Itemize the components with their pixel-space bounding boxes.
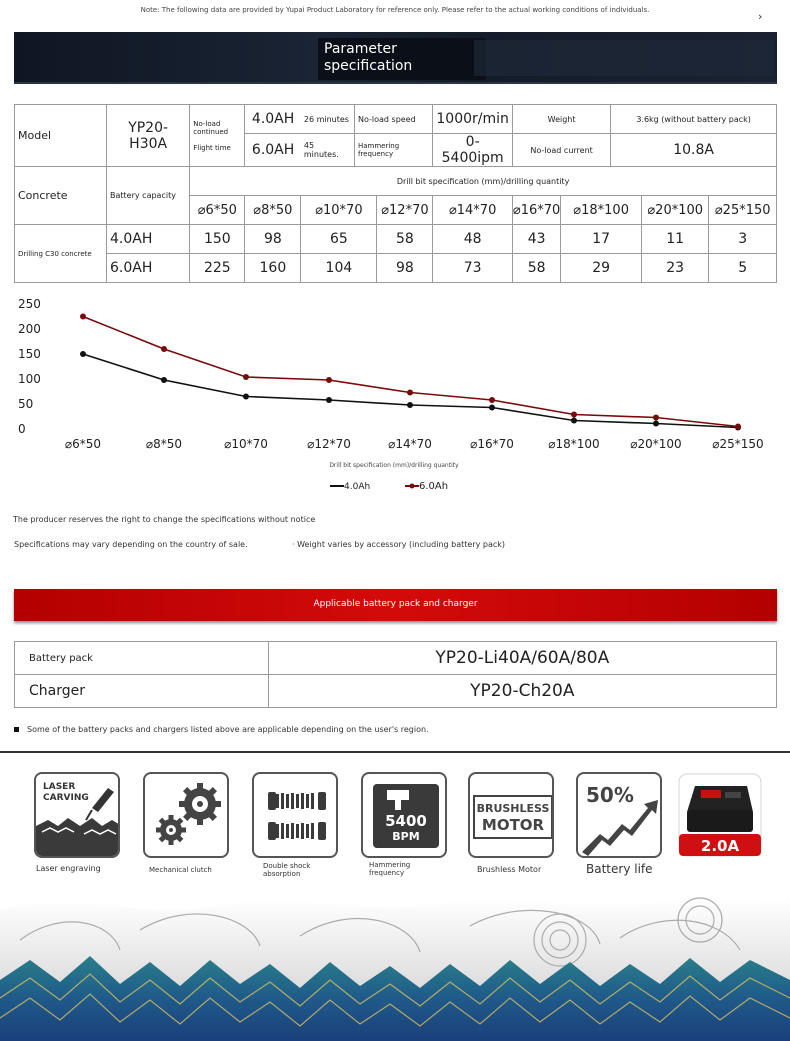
weight-value: 3.6kg (without battery pack) — [611, 105, 777, 134]
accessory-banner — [14, 589, 777, 621]
x-tick-label: ⌀25*150 — [712, 437, 764, 451]
table-row — [15, 642, 777, 675]
table-cell: 73 — [433, 254, 513, 283]
parameter-banner — [14, 32, 777, 84]
region-note: Some of the battery packs and chargers listed above are applicable depending on the user's region. — [14, 725, 429, 734]
battery-4ah-time: 26 minutes — [301, 105, 355, 134]
bpm-unit: BPM — [392, 830, 420, 843]
table-cell: 11 — [641, 225, 708, 254]
hammer-frequency-icon — [361, 772, 447, 858]
drill-size-header: ⌀14*70 — [433, 196, 513, 225]
disclaimer-note: Note: The following data are provided by Yupai Product Laboratory for reference only. Please refer to the actual working conditions of individuals. — [140, 6, 650, 14]
drill-size-header: ⌀18*100 — [561, 196, 642, 225]
table-cell: 98 — [377, 254, 433, 283]
table-cell: 160 — [245, 254, 301, 283]
battery-6ah: 6.0AH — [245, 134, 301, 167]
drill-size-header: ⌀6*50 — [190, 196, 245, 225]
data-point — [407, 390, 413, 396]
spec-table — [14, 104, 777, 283]
legend-label: 6.0Ah — [419, 481, 449, 492]
hammer-value: 0-5400ipm — [433, 134, 513, 167]
x-tick-label: ⌀16*70 — [470, 437, 514, 451]
data-point — [489, 397, 495, 403]
table-cell: 65 — [301, 225, 377, 254]
battery-capacity-label: Battery capacity — [107, 167, 190, 225]
table-cell: 3 — [709, 225, 777, 254]
battery-4ah: 4.0AH — [245, 105, 301, 134]
drill-size-header: ⌀10*70 — [301, 196, 377, 225]
drilling-line-chart — [0, 292, 790, 502]
table-cell: 5 — [709, 254, 777, 283]
bpm-value: 5400 — [385, 812, 427, 830]
footnote-change: The producer reserves the right to change the specifications without notice — [13, 515, 316, 524]
data-point — [80, 314, 86, 320]
data-point — [735, 424, 741, 430]
x-tick-label: ⌀12*70 — [307, 437, 351, 451]
row-label-6ah: 6.0AH — [107, 254, 190, 283]
feature-label-laser: Laser engraving — [36, 864, 101, 873]
data-point — [243, 394, 249, 400]
decorative-waves — [0, 880, 790, 1041]
table-row — [15, 225, 777, 254]
table-cell: 104 — [301, 254, 377, 283]
drill-size-header: ⌀16*70 — [512, 196, 560, 225]
model-label: Model — [15, 105, 107, 167]
x-tick-label: ⌀6*50 — [64, 437, 102, 451]
feature-label-battery-life: Battery life — [586, 862, 653, 876]
data-point — [326, 377, 332, 383]
data-point — [489, 405, 495, 411]
accessory-banner-title: Applicable battery pack and charger — [313, 599, 478, 609]
battery-6ah-time: 45 minutes. — [301, 134, 355, 167]
y-tick-label: 100 — [18, 372, 41, 386]
charger-rating: 2.0A — [700, 837, 740, 855]
data-point — [243, 374, 249, 380]
table-cell: 48 — [433, 225, 513, 254]
y-tick-label: 50 — [18, 397, 34, 411]
battery-pack-label: Battery pack — [15, 642, 269, 675]
data-point — [326, 397, 332, 403]
table-cell: 43 — [512, 225, 560, 254]
chevron-right-icon[interactable]: › — [758, 10, 763, 23]
gear-icon — [143, 772, 229, 858]
laser-icon-text1: LASER — [43, 782, 76, 792]
footnote-weight: · Weight varies by accessory (including battery pack) — [292, 540, 506, 549]
series-line-1 — [83, 317, 738, 427]
noload-current-value: 10.8A — [611, 134, 777, 167]
drill-size-header: ⌀25*150 — [709, 196, 777, 225]
table-cell: 29 — [561, 254, 642, 283]
x-tick-label: ⌀20*100 — [630, 437, 682, 451]
battery-percent: 50% — [586, 783, 634, 807]
feature-label-shock: Double shock absorption — [263, 862, 311, 878]
bullet-icon — [14, 727, 19, 732]
data-point — [571, 418, 577, 424]
drill-size-header: ⌀12*70 — [377, 196, 433, 225]
battery-pack-value: YP20-Li40A/60A/80A — [268, 642, 776, 675]
divider — [0, 751, 790, 753]
table-cell: 150 — [190, 225, 245, 254]
y-tick-label: 250 — [18, 297, 41, 311]
y-tick-label: 200 — [18, 322, 41, 336]
noload-current-label: No-load current — [512, 134, 610, 167]
laser-carving-icon — [34, 772, 120, 858]
table-cell: 58 — [377, 225, 433, 254]
brushless-text2: MOTOR — [481, 816, 545, 834]
table-cell: 58 — [512, 254, 560, 283]
data-point — [407, 402, 413, 408]
data-point — [653, 421, 659, 427]
data-point — [80, 351, 86, 357]
x-tick-label: ⌀18*100 — [548, 437, 600, 451]
table-cell: 225 — [190, 254, 245, 283]
noload-speed-value: 1000r/min — [433, 105, 513, 134]
hammer-label: Hammering frequency — [354, 134, 432, 167]
table-row — [15, 675, 777, 708]
weight-label: Weight — [512, 105, 610, 134]
charger-icon — [677, 772, 763, 858]
noload-speed-label: No-load speed — [354, 105, 432, 134]
shock-absorber-icon — [252, 772, 338, 858]
brushless-motor-icon — [468, 772, 554, 858]
table-cell: 17 — [561, 225, 642, 254]
drill-spec-label: Drill bit specification (mm)/drilling quantity — [190, 167, 777, 196]
y-tick-label: 0 — [18, 422, 26, 436]
table-cell: 23 — [641, 254, 708, 283]
brushless-text1: BRUSHLESS — [476, 802, 550, 815]
x-tick-label: ⌀10*70 — [224, 437, 268, 451]
table-cell: 98 — [245, 225, 301, 254]
drill-size-header: ⌀20*100 — [641, 196, 708, 225]
table-row — [15, 254, 777, 283]
concrete-label: Concrete — [15, 167, 107, 225]
banner-title: Parameter specification — [324, 41, 413, 74]
charger-value: YP20-Ch20A — [268, 675, 776, 708]
laser-icon-text2: CARVING — [43, 793, 89, 803]
data-point — [571, 412, 577, 418]
data-point — [161, 346, 167, 352]
legend-label: 4.0Ah — [344, 482, 371, 492]
battery-life-icon — [576, 772, 662, 858]
accessory-table — [14, 641, 777, 708]
noload-time-label: No-load continued Flight time — [190, 105, 245, 167]
feature-label-hammer: Hammering frequency — [369, 861, 411, 877]
row-label-4ah: 4.0AH — [107, 225, 190, 254]
feature-label-brushless: Brushless Motor — [477, 865, 542, 874]
charger-label: Charger — [15, 675, 269, 708]
x-axis-label: Drill bit specification (mm)/drilling quantity — [329, 462, 459, 469]
x-tick-label: ⌀8*50 — [145, 437, 183, 451]
data-point — [653, 415, 659, 421]
feature-label-clutch: Mechanical clutch — [149, 866, 212, 874]
model-value: YP20-H30A — [107, 105, 190, 167]
drill-size-header: ⌀8*50 — [245, 196, 301, 225]
footnote-country: Specifications may vary depending on the country of sale. — [14, 540, 248, 549]
x-tick-label: ⌀14*70 — [388, 437, 432, 451]
drilling-label: Drilling C30 concrete — [15, 225, 107, 283]
data-point — [161, 377, 167, 383]
y-tick-label: 150 — [18, 347, 41, 361]
